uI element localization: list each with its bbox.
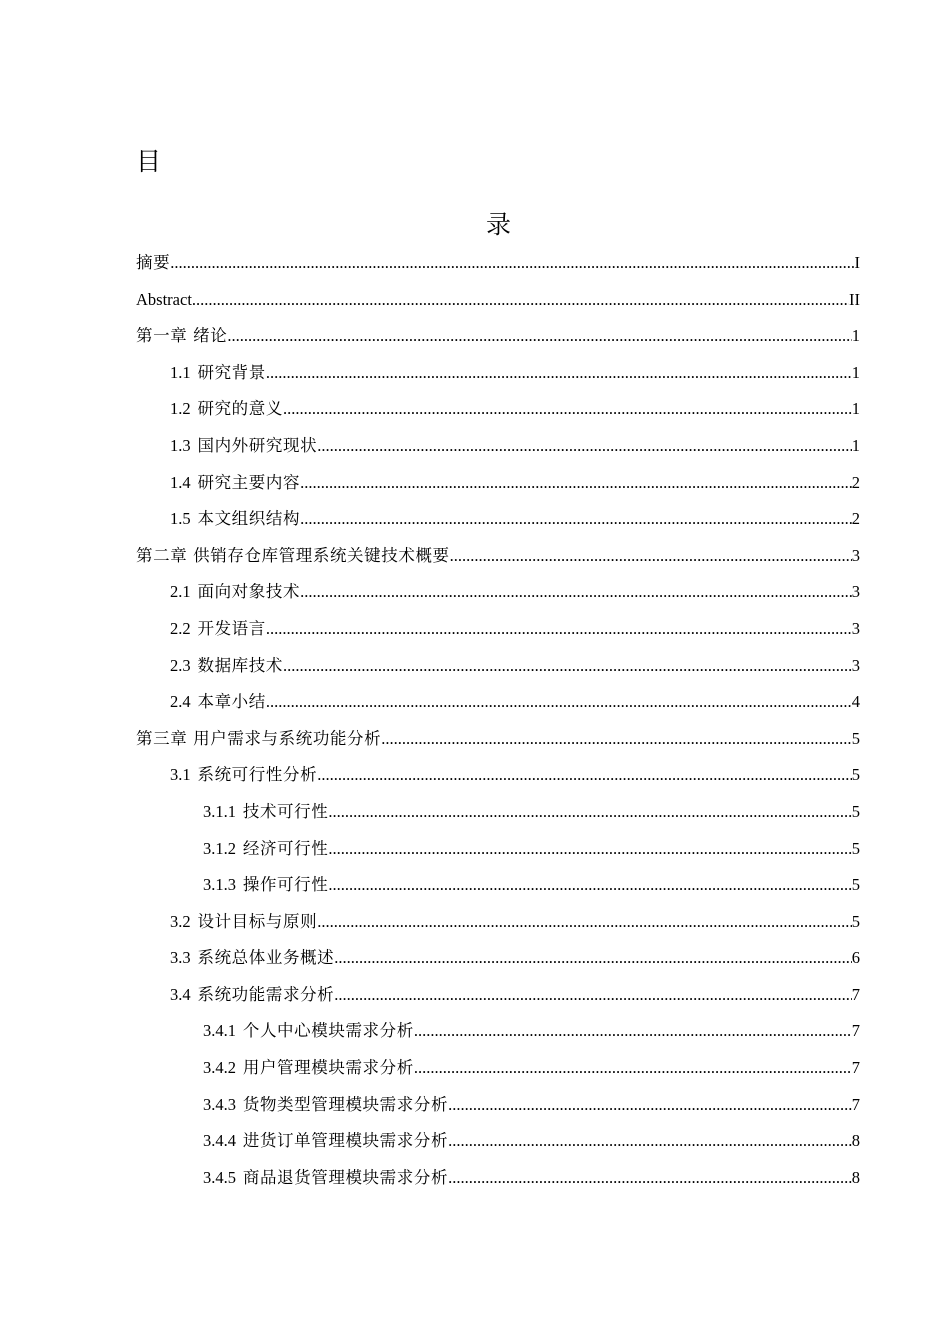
dot-leader xyxy=(300,504,852,534)
toc-entry-title: 第一章 绪论 xyxy=(136,326,228,346)
toc-entry[interactable] xyxy=(136,1163,860,1200)
toc-entry-number: 3.4.1 xyxy=(203,1021,236,1041)
toc-entry-title: 本文组织结构 xyxy=(197,509,301,529)
dot-leader xyxy=(317,431,852,461)
toc-entry-label xyxy=(136,285,192,315)
dot-leader xyxy=(192,285,849,315)
toc-entry-page-number: 1 xyxy=(851,326,860,346)
toc-entry[interactable] xyxy=(136,980,860,1017)
toc-entry-title: 操作可行性 xyxy=(242,875,329,895)
toc-entry-title: 货物类型管理模块需求分析 xyxy=(242,1094,449,1114)
toc-entry-number: 2.1 xyxy=(170,582,191,602)
toc-entry-title: 系统总体业务概述 xyxy=(197,948,335,968)
toc-entry[interactable] xyxy=(136,907,860,944)
toc-entry-number: 1.3 xyxy=(170,435,191,455)
toc-entry-label xyxy=(170,577,300,607)
toc-entry-number: 3.4.3 xyxy=(203,1094,236,1114)
toc-entry-page-number: 5 xyxy=(851,838,860,858)
toc-entry-page-number: 3 xyxy=(851,618,860,638)
dot-leader xyxy=(448,1163,852,1193)
dot-leader xyxy=(328,797,851,827)
toc-entry-title: 进货订单管理模块需求分析 xyxy=(242,1131,449,1151)
toc-entry-number: 1.5 xyxy=(170,509,191,529)
toc-entry[interactable] xyxy=(136,431,860,468)
dot-leader xyxy=(283,394,852,424)
toc-entry[interactable] xyxy=(136,724,860,761)
toc-entry[interactable] xyxy=(136,797,860,834)
toc-entry-page-number: 8 xyxy=(851,1167,860,1187)
dot-leader xyxy=(300,468,852,498)
toc-entry-label xyxy=(170,651,283,681)
toc-entry-number: 3.1.3 xyxy=(203,875,236,895)
toc-entry[interactable] xyxy=(136,943,860,980)
toc-entry[interactable] xyxy=(136,687,860,724)
dot-leader xyxy=(170,248,854,278)
toc-heading-char-1: 目 xyxy=(136,147,162,176)
toc-entry[interactable] xyxy=(136,285,860,322)
dot-leader xyxy=(450,541,852,571)
dot-leader xyxy=(381,724,852,754)
toc-entry-title: Abstract xyxy=(136,289,192,309)
toc-entry-label xyxy=(203,1163,448,1193)
toc-entry-label xyxy=(203,1090,448,1120)
toc-entry[interactable] xyxy=(136,1016,860,1053)
dot-leader xyxy=(266,687,852,717)
dot-leader xyxy=(300,577,852,607)
toc-entry-page-number: 5 xyxy=(851,765,860,785)
toc-entry-title: 商品退货管理模块需求分析 xyxy=(242,1167,449,1187)
toc-entry[interactable] xyxy=(136,321,860,358)
toc-entry[interactable] xyxy=(136,760,860,797)
toc-entry[interactable] xyxy=(136,651,860,688)
dot-leader xyxy=(317,760,852,790)
toc-entry-number: 3.1 xyxy=(170,765,191,785)
toc-entry[interactable] xyxy=(136,1126,860,1163)
toc-entry[interactable] xyxy=(136,248,860,285)
toc-entry-page-number: 5 xyxy=(851,801,860,821)
dot-leader xyxy=(266,358,852,388)
toc-entry-number: 2.2 xyxy=(170,618,191,638)
toc-entry[interactable] xyxy=(136,358,860,395)
dot-leader xyxy=(414,1016,852,1046)
toc-entry-page-number: 3 xyxy=(851,655,860,675)
toc-entry-number: 2.3 xyxy=(170,655,191,675)
toc-entry-page-number: 4 xyxy=(851,692,860,712)
toc-entry-number: 1.4 xyxy=(170,472,191,492)
toc-entry-page-number: 7 xyxy=(851,984,860,1004)
toc-entry-title: 技术可行性 xyxy=(242,801,329,821)
toc-entry-title: 第三章 用户需求与系统功能分析 xyxy=(136,728,382,748)
table-of-contents xyxy=(136,248,860,1199)
toc-entry-label xyxy=(170,614,266,644)
dot-leader xyxy=(283,651,852,681)
toc-entry-number: 3.4.2 xyxy=(203,1058,236,1078)
toc-entry-page-number: 1 xyxy=(851,362,860,382)
toc-entry-title: 研究的意义 xyxy=(197,399,283,419)
toc-entry[interactable] xyxy=(136,541,860,578)
toc-entry-title: 国内外研究现状 xyxy=(197,435,318,455)
toc-entry-number: 2.4 xyxy=(170,692,191,712)
dot-leader xyxy=(334,943,851,973)
toc-entry-number: 1.1 xyxy=(170,362,191,382)
dot-leader xyxy=(414,1053,852,1083)
toc-entry[interactable] xyxy=(136,1090,860,1127)
toc-entry-title: 第二章 供销存仓库管理系统关键技术概要 xyxy=(136,545,450,565)
toc-entry[interactable] xyxy=(136,614,860,651)
toc-entry-title: 研究背景 xyxy=(197,362,266,382)
dot-leader xyxy=(266,614,852,644)
dot-leader xyxy=(448,1090,852,1120)
toc-entry-label xyxy=(170,358,266,388)
toc-entry-title: 系统可行性分析 xyxy=(197,765,318,785)
toc-entry-page-number: II xyxy=(849,289,860,309)
toc-entry-title: 开发语言 xyxy=(197,618,266,638)
toc-entry-label xyxy=(203,1016,414,1046)
dot-leader xyxy=(334,980,851,1010)
toc-entry-page-number: 2 xyxy=(851,472,860,492)
toc-entry[interactable] xyxy=(136,577,860,614)
toc-entry-page-number: 5 xyxy=(851,875,860,895)
toc-entry-label xyxy=(203,1053,414,1083)
toc-entry-number: 3.2 xyxy=(170,911,191,931)
toc-entry-title: 数据库技术 xyxy=(197,655,283,675)
toc-entry-number: 3.4 xyxy=(170,984,191,1004)
toc-entry-number: 1.2 xyxy=(170,399,191,419)
toc-entry-title: 研究主要内容 xyxy=(197,472,301,492)
toc-entry-number: 3.3 xyxy=(170,948,191,968)
toc-entry-label xyxy=(170,394,283,424)
toc-entry-label xyxy=(136,541,450,571)
toc-entry-number: 3.1.1 xyxy=(203,801,236,821)
toc-entry-page-number: 5 xyxy=(851,911,860,931)
toc-entry-label xyxy=(136,248,170,278)
toc-entry-page-number: 2 xyxy=(851,509,860,529)
toc-entry-page-number: 1 xyxy=(851,435,860,455)
toc-entry-label xyxy=(136,321,227,351)
toc-entry-label xyxy=(170,943,334,973)
toc-entry-label xyxy=(203,834,328,864)
dot-leader xyxy=(227,321,851,351)
toc-entry-page-number: 1 xyxy=(851,399,860,419)
toc-entry-title: 经济可行性 xyxy=(242,838,329,858)
toc-entry[interactable] xyxy=(136,468,860,505)
toc-entry-label xyxy=(170,980,334,1010)
toc-entry-label xyxy=(170,468,300,498)
toc-entry-label xyxy=(170,907,317,937)
toc-entry-page-number: 7 xyxy=(851,1094,860,1114)
toc-entry-page-number: 3 xyxy=(851,582,860,602)
toc-entry-number: 3.1.2 xyxy=(203,838,236,858)
toc-entry-page-number: 7 xyxy=(851,1021,860,1041)
dot-leader xyxy=(317,907,852,937)
toc-entry-label xyxy=(203,1126,448,1156)
toc-entry-title: 本章小结 xyxy=(197,692,266,712)
toc-entry[interactable] xyxy=(136,1053,860,1090)
toc-entry[interactable] xyxy=(136,834,860,871)
toc-entry-page-number: 6 xyxy=(851,948,860,968)
toc-entry-label xyxy=(170,760,317,790)
toc-entry-page-number: I xyxy=(854,253,860,272)
toc-entry-title: 系统功能需求分析 xyxy=(197,984,335,1004)
toc-entry-page-number: 7 xyxy=(851,1058,860,1078)
toc-entry-page-number: 5 xyxy=(851,728,860,748)
toc-heading-char-2: 录 xyxy=(485,210,511,239)
dot-leader xyxy=(448,1126,852,1156)
toc-entry-title: 用户管理模块需求分析 xyxy=(242,1058,414,1078)
toc-entry-page-number: 8 xyxy=(851,1131,860,1151)
toc-entry[interactable] xyxy=(136,394,860,431)
toc-entry-label xyxy=(170,687,266,717)
toc-entry-page-number: 3 xyxy=(851,545,860,565)
toc-entry-title: 设计目标与原则 xyxy=(197,911,318,931)
toc-entry-label xyxy=(170,431,317,461)
toc-entry-label xyxy=(203,797,328,827)
dot-leader xyxy=(328,870,851,900)
toc-entry-number: 3.4.5 xyxy=(203,1167,236,1187)
toc-entry-number: 3.4.4 xyxy=(203,1131,236,1151)
dot-leader xyxy=(328,834,851,864)
toc-entry-title: 摘要 xyxy=(136,253,171,272)
toc-entry-title: 个人中心模块需求分析 xyxy=(242,1021,414,1041)
toc-entry[interactable] xyxy=(136,870,860,907)
toc-entry-label xyxy=(170,504,300,534)
toc-entry-label xyxy=(203,870,328,900)
toc-entry[interactable] xyxy=(136,504,860,541)
toc-entry-title: 面向对象技术 xyxy=(197,582,301,602)
toc-entry-label xyxy=(136,724,381,754)
